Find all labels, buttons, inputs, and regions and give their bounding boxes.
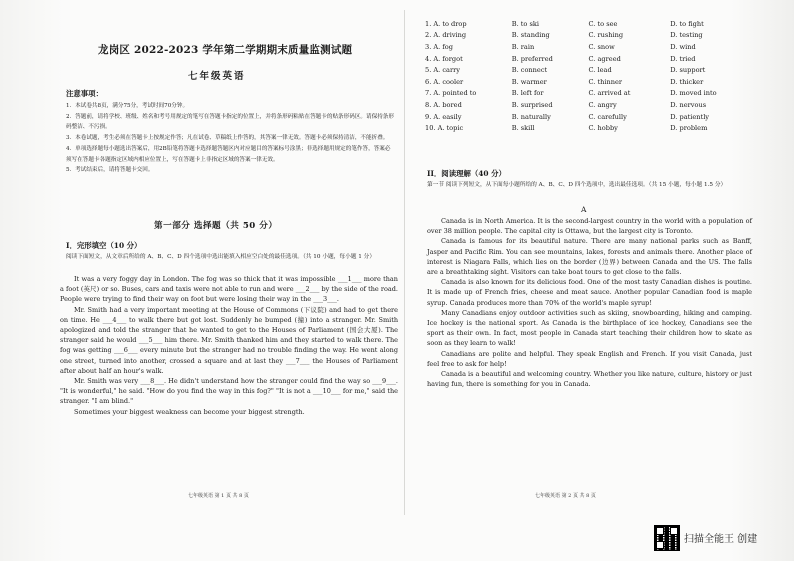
cloze-passage [60, 274, 398, 417]
option: 9. A. easily [425, 112, 462, 121]
notes-list [66, 101, 396, 176]
option: B. preferred [511, 54, 553, 63]
option: B. warmer [511, 77, 547, 86]
option: D. wind [670, 42, 696, 51]
option: 3. A. fog [425, 42, 453, 51]
passage-paragraph: Canada is famous for its beautiful nature. There are many national parks such as Banff, Jasper and Pacific Rim. You can see mountains, lakes, forests and animals there. Another place of interest is Niagara Falls, which lies on the border (边界) between Canada and the US. The falls are a breathtaking sight. Visitors can take boat tours to get close to the falls. [427, 237, 752, 277]
option: C. snow [588, 42, 615, 51]
note-item: 5．考试结束后，请将答题卡交回。 [66, 167, 154, 174]
option-row [425, 76, 750, 88]
passage-paragraph: Many Canadians enjoy outdoor activities such as skiing, snowboarding, hiking and camping. Ice hockey is the national sport. As Canada is the birthplace of ice hockey, Canadians see the sport as their own. In fact, most people in Canada start teaching their children how to skate as soon as they learn to walk! [427, 308, 752, 348]
option: D. moved into [670, 89, 717, 98]
option: C. to see [588, 19, 618, 28]
option: 8. A. bored [425, 100, 462, 109]
option-row [425, 64, 750, 76]
option: 4. A. forgot [425, 54, 463, 63]
passage-paragraph: Canada is also known for its delicious food. One of the most tasty Canadian dishes is poutine. It is made up of French fries, cheese and meat sauce. Another popular Canadian food is maple syrup. Canada produces more than 70% of the world's maple syrup! [427, 278, 752, 307]
page-footer: 七年级英语 第 1 页 共 8 页 [188, 493, 249, 499]
column-divider [404, 10, 405, 515]
option: 2. A. driving [425, 31, 467, 40]
option: D. thicker [670, 77, 704, 86]
option: D. support [670, 66, 706, 75]
option: B. naturally [511, 112, 551, 121]
option: 10. A. topic [425, 124, 464, 133]
option: D. nervous [670, 100, 707, 109]
option: 7. A. pointed to [425, 89, 477, 98]
passage-paragraph: Canada is a beautiful and welcoming country. Whether you like nature, culture, history or just having fun, there is something for you in Canada. [427, 370, 752, 389]
option: B. rain [511, 42, 535, 51]
option: 1. A. to drop [425, 19, 467, 28]
passage-letter: A [581, 205, 587, 214]
option: D. problem [670, 124, 708, 133]
option-row [425, 88, 750, 100]
passage-paragraph: It was a very foggy day in London. The fog was so thick that it was impossible ___1___ more than a foot (英尺) or so. Buses, cars and taxis were not able to run and were ___2___ by the side of the road. People were trying to find their way on foot but were losing their way in the ___3___. [60, 275, 398, 304]
page-footer: 七年级英语 第 2 页 共 8 页 [535, 493, 596, 499]
qr-code-icon [654, 525, 680, 551]
option: B. left for [511, 89, 544, 98]
options-table [425, 18, 750, 134]
exam-title: 龙岗区 2022-2023 学年第二学期期末质量监测试题 [98, 44, 353, 56]
exam-subtitle: 七年级英语 [188, 71, 246, 82]
option: 5. A. carry [425, 66, 460, 75]
option: C. agreed [588, 54, 621, 63]
passage-paragraph: Mr. Smith was very ___8___. He didn't understand how the stranger could find the way so ___9___. "It is wonderful," he said. "How do you find the way in this fog?" "It is not a ___10___ for me," said the stranger. "I am blind." [60, 377, 398, 406]
option: B. connect [511, 66, 548, 75]
option-row [425, 122, 750, 134]
option: C. carefully [588, 112, 627, 121]
option: B. to ski [511, 19, 539, 28]
option: D. testing [670, 31, 703, 40]
part-one-title: 第一部分 选择题（共 50 分） [154, 221, 278, 231]
option-row [425, 30, 750, 42]
option: C. lead [588, 66, 612, 75]
option-row [425, 99, 750, 111]
option: D. to fight [670, 19, 704, 28]
passage-paragraph: Sometimes your biggest weakness can become your biggest strength. [74, 407, 305, 416]
notes-heading: 注意事项： [66, 89, 103, 98]
cloze-instructions: 阅读下面短文，从文章后所给的 A、B、C、D 四个选项中选出能填入相应空白处的最佳选项。（共 10 小题，每小题 1 分） [66, 254, 376, 260]
option: B. skill [511, 124, 535, 133]
option-row [425, 41, 750, 53]
option: B. standing [511, 31, 550, 40]
passage-paragraph: Canadians are polite and helpful. They speak English and French. If you visit Canada, just feel free to ask for help! [427, 349, 752, 368]
left-column [60, 0, 398, 525]
note-item: 2．答题前，请将学校、班级、姓名和考号用规定的笔写在答题卡指定的位置上，并将条形码粘贴在答题卡的贴条形码区。请保持条形码整洁、不污损。 [66, 113, 394, 131]
right-column [415, 0, 755, 525]
note-item: 4．单项选择题每小题选出答案后，用2B铅笔将答题卡选择题答题区内对应题目的答案标号涂黑；非选择题用规定的笔作答，答案必须写在答题卡各题指定区域内相应位置上，写在答题卡上非指定区域的答案一律无效。 [66, 145, 391, 163]
option: B. surprised [511, 100, 553, 109]
note-item: 1．本试卷共8页，满分75分，考试时间70分钟。 [66, 103, 189, 109]
reading-heading: II．阅读理解（40 分） [427, 169, 506, 178]
scanner-watermark: 扫描全能王 创建 [684, 534, 758, 545]
reading-instructions: 第一节 阅读下列短文，从下面每小题所给的 A、B、C、D 四个选项中，选出最佳选项。（共 15 小题，每小题 1.5 分） [427, 182, 727, 188]
cloze-heading: I．完形填空（10 分） [66, 241, 142, 250]
option: D. tried [670, 54, 696, 63]
option: 6. A. cooler [425, 77, 464, 86]
option-row [425, 53, 750, 65]
option: C. hobby [588, 124, 618, 133]
option: C. arrived at [588, 89, 631, 98]
passage-paragraph: Canada is in North America. It is the second-largest country in the world with a population of over 38 million people. The capital city is Ottawa, but the largest city is Toronto. [427, 217, 752, 236]
option-row [425, 111, 750, 123]
option: C. angry [588, 100, 617, 109]
note-item: 3．本卷试题，考生必须在答题卡上按规定作答；凡在试卷、草稿纸上作答的，其答案一律无效。答题卡必须保持清洁，不能折叠。 [66, 135, 389, 142]
option-row [425, 18, 750, 30]
passage-paragraph: Mr. Smith had a very important meeting at the House of Commons (下议院) and had to get there on time. He ___4___ to walk there but got lost. Suddenly he bumped (撞) into a stranger. Mr. Smith apologized and told the stranger that he wanted to get to the Houses of Parliament (国会大厦). The stranger said he would ___5___ him there. Mr. Smith thanked him and they started to walk there. The fog was getting ___6___ every minute but the stranger had no trouble finding the way. He went along one street, turned into another, crossed a square and at last they ___7___ the Houses of Parliament after about half an hour's walk. [60, 305, 398, 375]
option: C. rushing [588, 31, 624, 40]
option: C. thinner [588, 77, 623, 86]
option: D. patiently [670, 112, 710, 121]
reading-passage [427, 216, 752, 389]
